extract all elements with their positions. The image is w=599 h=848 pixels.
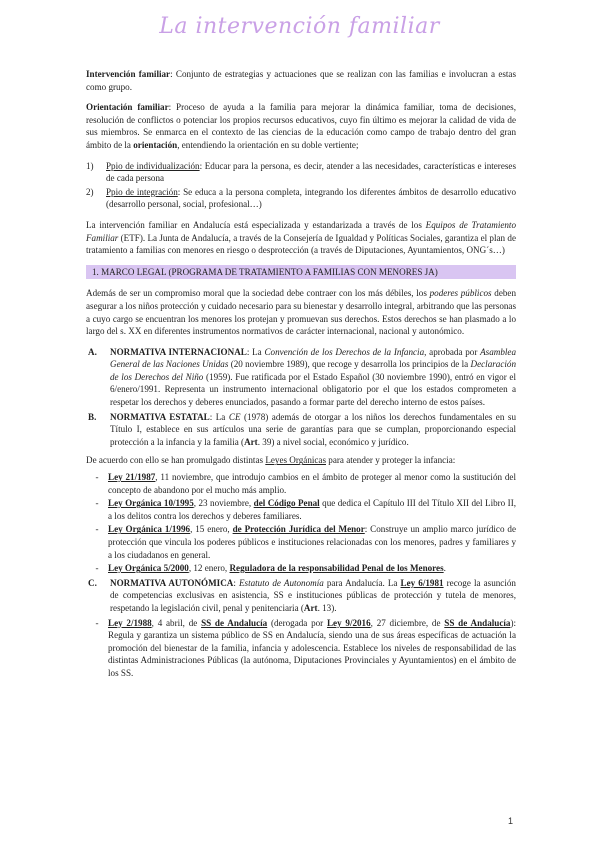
text: Además de ser un compromiso moral que la sociedad debe contraer con los más débiles, los [86, 288, 430, 299]
law-name: Ley 21/1987 [108, 472, 156, 483]
list-letter: C. [88, 577, 97, 588]
law-item [86, 471, 516, 496]
normativa-title: NORMATIVA INTERNACIONAL [110, 346, 247, 357]
italic-term: Declaración de los Derechos del Niño [110, 359, 516, 382]
page-number: 1 [507, 816, 513, 826]
normativa-internacional [86, 346, 516, 409]
normativa-title: NORMATIVA ESTATAL [110, 411, 210, 422]
section-heading: 1. MARCO LEGAL (PROGRAMA DE TRATAMIENTO A FAMILIAS CON MENORES JA) [86, 265, 516, 280]
text: recoge la asunción de competencias exclusivas en asistencia, SS e instituciones públicas de protección y tutela de menores, respetando la legislación civil, penal y penitenciaria ( [110, 577, 516, 613]
text: (1959). Fue ratificada por el Estado Español (30 noviembre 1990), entró en vigor el 6/enero/1991. Representa un instrumento internacional obligatorio por el que los estados comprometen a respetar los derechos y deberes enunciados, pasando a formar parte del derecho interno de estos países. [110, 371, 516, 408]
italic-term: poderes públicos [429, 288, 492, 299]
text: ): Regula y garantiza un sistema público de SS en Andalucía, siendo una de sus áreas específicas de actuación la promoción del bienestar de la familia, infancia y adolescencia. Establece los niveles de responsabilidad de las distintas Administraciones Públicas (la autónoma, Diputaciones Provinciales y Ayuntamientos) en el ámbito de los SS. [108, 617, 516, 678]
text: , 11 noviembre, que introdujo cambios en el ámbito de proteger al menor como la sustitución del concepto de abandono por el mucho más amplio. [108, 472, 516, 495]
document-body [86, 68, 516, 682]
paragraph-orientacion [86, 101, 516, 151]
text: para atender y proteger la infancia: [326, 455, 456, 466]
text: : La [246, 346, 265, 357]
dash-bullet: - [95, 563, 99, 574]
page-title: La intervención familiar [159, 14, 440, 39]
bold-word: Art [244, 436, 258, 447]
list-letter: B. [88, 411, 97, 422]
italic-term: Equipos de Tratamiento Familiar [86, 219, 517, 243]
laws-list [86, 471, 516, 575]
list-number: 1) [86, 160, 94, 171]
law-name: Ley Orgánica 10/1995 [108, 498, 194, 509]
law-name: Ley 9/2016 [326, 617, 371, 628]
paragraph-leyes [86, 454, 516, 467]
normativa-list-c [86, 577, 516, 615]
text: , aprobada por [424, 346, 481, 357]
principles-list [86, 160, 516, 211]
list-number: 2) [86, 186, 94, 197]
law-item [86, 523, 516, 561]
text: para Andalucía. La [323, 577, 401, 588]
list-letter: A. [88, 346, 97, 357]
law-name: Ley Orgánica 5/2000 [108, 563, 189, 574]
principle-title: Ppio de integración [106, 186, 178, 197]
dash-bullet: - [95, 498, 99, 509]
law-item [86, 617, 516, 680]
italic-term: Asamblea General de las Naciones Unidas [110, 346, 516, 370]
bold-word: orientación [133, 139, 178, 150]
dash-bullet: - [95, 524, 99, 535]
law-item [86, 562, 516, 575]
law-name: Ley 6/1981 [400, 577, 444, 588]
text: De acuerdo con ello se han promulgado distintas [86, 455, 266, 466]
law-subject: Reguladora de la responsabilidad Penal de los Menores [229, 563, 444, 574]
paragraph-marco-legal [86, 287, 516, 337]
law-subject: SS de Andalucía [201, 617, 268, 628]
text: (derogada por [267, 617, 327, 628]
list-item [86, 160, 516, 185]
term-orientacion: Orientación familiar [86, 102, 169, 113]
law-subject: SS de Andalucía [444, 617, 511, 628]
italic-term: CE [228, 411, 241, 422]
italic-term: Estatuto de Autonomía [238, 577, 324, 588]
text: , 27 diciembre, de [370, 617, 445, 628]
definition-text: : Conjunto de estrategias y actuaciones que se realizan con las familias e involucran a estas como grupo. [86, 69, 517, 92]
italic-term: Convención de los Derechos de la Infancia [264, 346, 425, 357]
normativa-title: NORMATIVA AUTONÓMICA [110, 577, 234, 588]
dash-bullet: - [95, 617, 99, 628]
text: (ETF). La Junta de Andalucía, a través de la Consejería de Igualdad y Políticas Sociales, garantiza el plan de tratamiento a familias con menores en riesgo o desprotección (a través de Diputaciones, Ayuntamientos, ONG´s…) [86, 232, 516, 256]
text: . [443, 563, 446, 574]
text: , 15 enero, [190, 524, 233, 535]
normativa-list [86, 346, 516, 449]
law-subject: de Protección Jurídica del Menor [232, 524, 365, 535]
text: , 23 noviembre, [193, 498, 254, 509]
law-item [86, 497, 516, 522]
definition-text: : Proceso de ayuda a la familia para mejorar la dinámica familiar, toma de decisiones, resolución de conflictos o potenciar los propios recursos educativos, cuyo fin último es mejorar la calidad de vida de sus miembros. Se enmarca en el contexto de las ciencias de la educación como campo de trabajo dentro del gran ámbito de la [86, 102, 516, 150]
text: : La [209, 411, 229, 422]
text: : [233, 577, 239, 588]
laws-list-andalucia [86, 617, 516, 680]
paragraph-andalucia [86, 219, 516, 257]
paragraph-intervencion [86, 68, 516, 93]
text: (20 noviembre 1989), que recoge y desarrolla los principios de la [228, 359, 471, 370]
text: : Construye un amplio marco jurídico de protección que vincula los poderes públicos e instituciones relacionadas con los menores, padres y familiares y a los ciudadanos en general. [108, 524, 516, 560]
text: , 12 enero, [188, 563, 230, 574]
text: , 4 abril, de [151, 617, 202, 628]
principle-title: Ppio de individualización [106, 160, 200, 171]
text: La intervención familiar en Andalucía está especializada y estandarizada a través de los [86, 219, 426, 230]
law-name: Ley 2/1988 [108, 617, 152, 628]
principle-text: : Educar para la persona, es decir, atender a las necesidades, características e intereses de cada persona [106, 160, 516, 184]
dash-bullet: - [95, 472, 99, 483]
text: que dedica el Capítulo III del Título XII del Libro II, a los delitos contra los derechos y deberes familiares. [108, 498, 517, 521]
text: . 13). [317, 602, 337, 613]
bold-word: Art [303, 602, 318, 613]
normativa-estatal [86, 411, 516, 449]
law-name: Ley Orgánica 1/1996 [108, 524, 191, 535]
list-item [86, 186, 516, 211]
law-subject: del Código Penal [253, 498, 320, 509]
definition-text: , entendiendo la orientación en su doble vertiente; [177, 139, 359, 150]
text: . 39) a nivel social, económico y jurídico. [257, 436, 409, 447]
text: (1978) además de otorgar a los niños los derechos fundamentales en su Título I, establece en sus artículos una serie de garantías para que se cumplan, proporcionando especial protección a la infancia y la familia ( [110, 411, 516, 447]
text: deben asegurar a los niños protección y cuidado necesario para su bienestar y desarrollo integral, arbitrando que las personas a cuyo cargo se encuentran los menores los protejan y promuevan sus derechos. Estos derechos se han plasmado a lo largo del s. XX en diferentes instrumentos normativos de carácter internacional, nacional y autonómico. [86, 288, 516, 337]
underlined-term: Leyes Orgánicas [265, 455, 326, 466]
term-intervencion: Intervención familiar [86, 69, 171, 79]
principle-text: : Se educa a la persona completa, integrando los diferentes ámbitos de desarrollo educativo (desarrollo personal, social, profesional…) [106, 186, 516, 210]
normativa-autonomica [86, 577, 516, 615]
